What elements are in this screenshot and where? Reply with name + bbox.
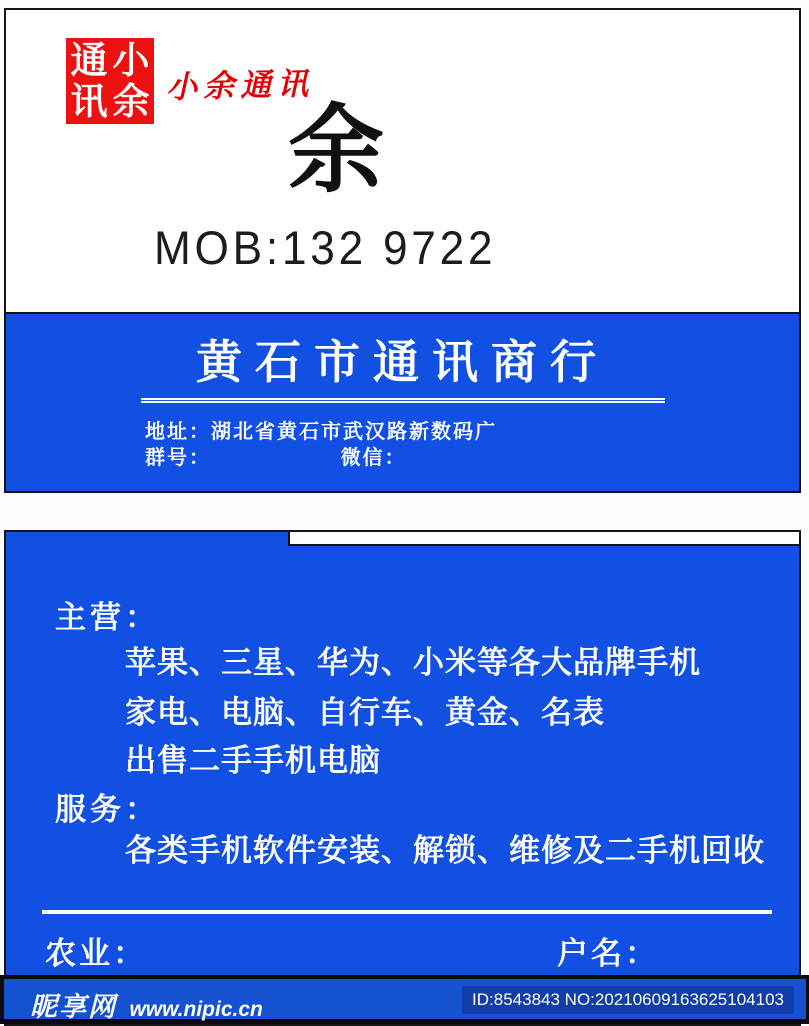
main-business-item: 出售二手手机电脑: [125, 743, 381, 778]
qq-wechat-line: [145, 445, 799, 471]
red-seal-logo: [66, 38, 154, 124]
seal-char: 小: [112, 40, 150, 81]
surname-calligraphy: 余: [288, 93, 384, 206]
watermark-bar: [0, 975, 809, 1024]
service-label: 服务：: [55, 792, 160, 827]
address-line: 地址：湖北省黄石市武汉路新数码广: [145, 421, 497, 443]
business-card-front: [4, 8, 801, 493]
contact-info-block: [145, 419, 799, 471]
title-double-underline: [141, 398, 665, 403]
seal-char: 余: [112, 81, 150, 122]
qq-group-label: 群号：: [145, 447, 211, 469]
wechat-label: 微信：: [340, 447, 407, 469]
main-business-item: 家电、电脑、自行车、黄金、名表: [125, 695, 605, 730]
account-name-label: 户名：: [557, 936, 659, 971]
seal-char: 讯: [70, 81, 108, 122]
nipic-site-name: 昵享网: [30, 992, 117, 1022]
business-card-back: [4, 530, 801, 1026]
bank-label: 农业：: [45, 936, 147, 971]
front-blue-banner: [4, 312, 801, 493]
main-business-label: 主营：: [55, 600, 160, 635]
mobile-number: MOB:132 9722: [154, 221, 497, 274]
brand-script-text: 小余通讯: [165, 66, 315, 106]
image-id-badge: ID:8543843 NO:20210609163625104103: [462, 986, 794, 1014]
main-business-item: 苹果、三星、华为、小米等各大品牌手机: [125, 645, 701, 680]
service-item: 各类手机软件安装、解锁、维修及二手机回收: [125, 833, 765, 868]
shop-name-title: 黄石市通讯商行: [196, 336, 609, 388]
top-white-notch: [288, 530, 801, 546]
divider-line: [42, 910, 772, 914]
nipic-site-url: www.nipic.cn: [129, 998, 263, 1021]
nipic-brand: [30, 985, 263, 1024]
seal-char: 通: [70, 40, 108, 81]
